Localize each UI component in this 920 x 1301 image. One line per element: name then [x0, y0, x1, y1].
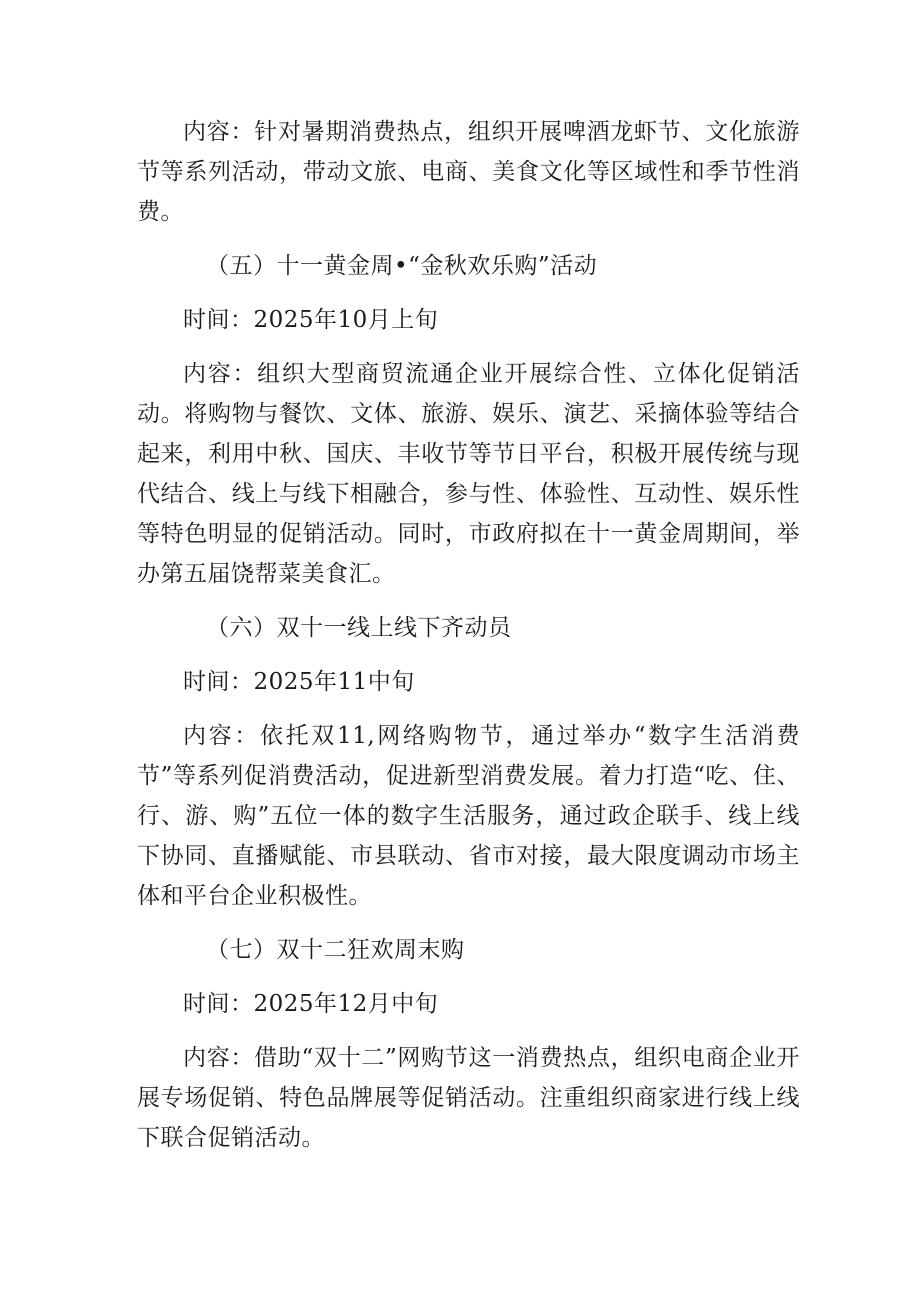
- section-heading-6: （六）双十一线上线下齐动员: [206, 615, 512, 641]
- paragraph-time-5: 时间：2025年10月上旬: [183, 307, 439, 333]
- section-heading-5: （五）十一黄金周•“金秋欢乐购”活动: [206, 253, 598, 279]
- paragraph-content-7: 内容：借助“双十二”网购节这一消费热点，组织电商企业开展专场促销、特色品牌展等促销活动。注重组织商家进行线上线下联合促销活动。: [137, 1045, 800, 1151]
- paragraph-time-6: 时间：2025年11中旬: [183, 669, 415, 695]
- section-heading-7: （七）双十二狂欢周末购: [206, 937, 465, 963]
- paragraph-time-7: 时间：2025年12月中旬: [183, 991, 439, 1017]
- paragraph-summer-content: 内容：针对暑期消费热点，组织开展啤酒龙虾节、文化旅游节等系列活动，带动文旅、电商、美食文化等区域性和季节性消费。: [137, 119, 800, 225]
- paragraph-content-5: 内容：组织大型商贸流通企业开展综合性、立体化促销活动。将购物与餐饮、文体、旅游、娱乐、演艺、采摘体验等结合起来，利用中秋、国庆、丰收节等节日平台，积极开展传统与现代结合、线上与线下相融合，参与性、体验性、互动性、娱乐性等特色明显的促销活动。同时，市政府拟在十一黄金周期间，举办第五届饶帮菜美食汇。: [137, 361, 800, 587]
- document-page: [137, 112, 800, 1172]
- paragraph-content-6: 内容：依托双11,网络购物节，通过举办“数字生活消费节”等系列促消费活动，促进新型消费发展。着力打造“吃、住、行、游、购”五位一体的数字生活服务，通过政企联手、线上线下协同、直播赋能、市县联动、省市对接，最大限度调动市场主体和平台企业积极性。: [137, 723, 800, 909]
